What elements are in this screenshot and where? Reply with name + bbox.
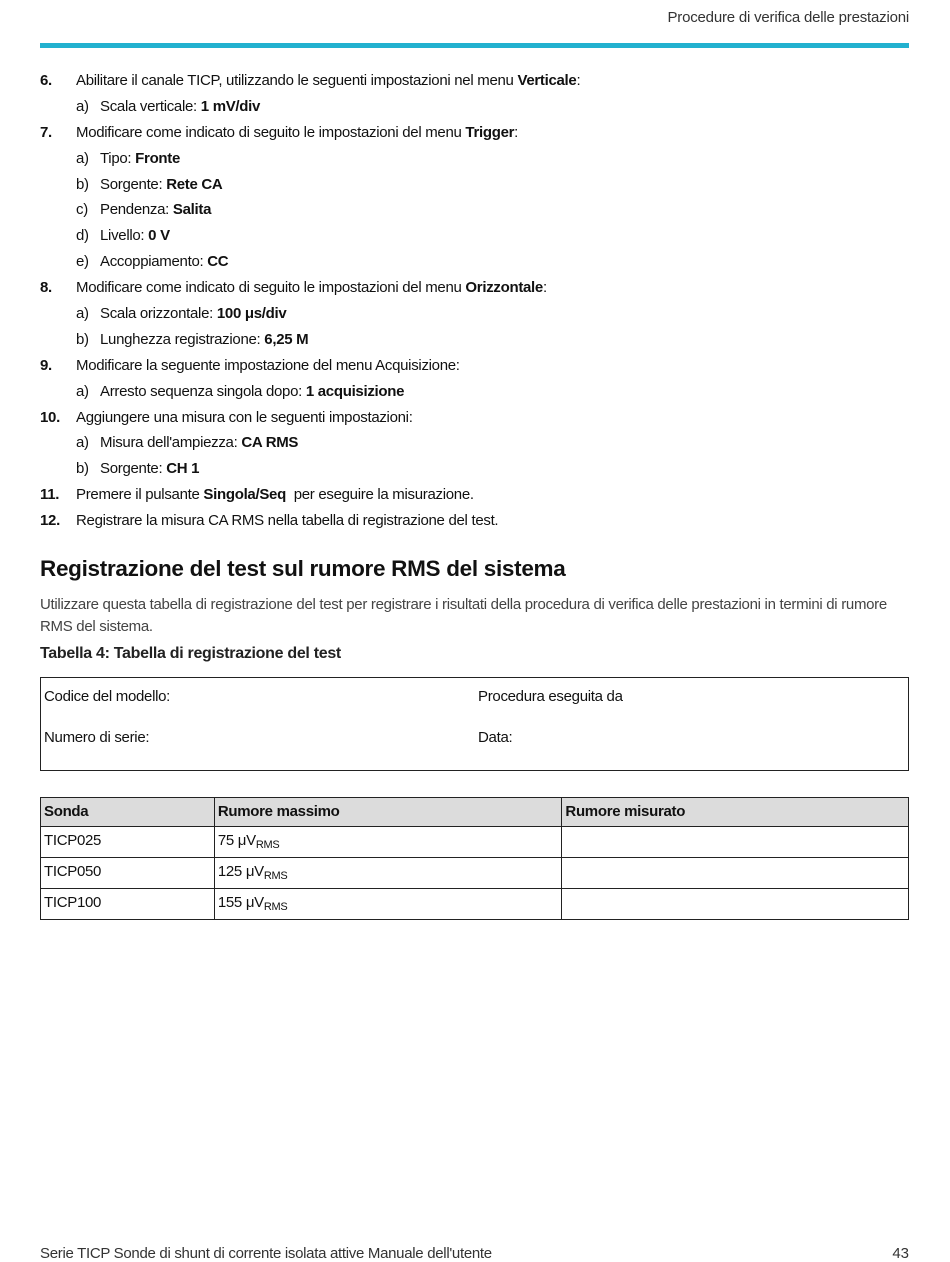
sub-step-letter: b): [76, 330, 89, 348]
probe-cell: TICP025: [41, 827, 215, 858]
sub-step-letter: c): [76, 201, 88, 219]
max-noise-cell: 75 $\mu V_{RMS}$: [214, 827, 562, 858]
performed-by-label: Procedura eseguita da: [478, 688, 623, 705]
measured-noise-cell: [562, 889, 909, 920]
probe-cell: TICP100: [41, 889, 215, 920]
model-code-label: Codice del modello:: [44, 688, 171, 705]
table-caption: Tabella 4: Tabella di registrazione del test: [40, 645, 341, 662]
serial-number-label: Numero di serie:: [44, 729, 150, 746]
table-header-row: [41, 798, 909, 827]
max-noise-cell: 125 $\mu V_{RMS}$: [214, 858, 562, 889]
sub-step-text: Scala orizzontale: 100 μs/div: [100, 305, 287, 323]
header-accent-rule: [40, 43, 909, 48]
probe-cell: TICP050: [41, 858, 215, 889]
table-row: [41, 827, 909, 858]
step-number: 6.: [40, 72, 52, 89]
footer-manual-title: Serie TICP Sonde di shunt di corrente isolata attive Manuale dell'utente: [40, 1245, 492, 1262]
sub-step-letter: b): [76, 460, 89, 478]
sub-step-letter: a): [76, 382, 89, 400]
sub-step-text: Scala verticale: 1 mV/div: [100, 97, 261, 115]
step-item: [40, 122, 909, 148]
step-item: [40, 70, 909, 96]
step-item: [40, 484, 909, 510]
sub-step-item: [40, 381, 909, 407]
sub-step-item: [40, 148, 909, 174]
measured-noise-cell: [562, 858, 909, 889]
step-text: Modificare come indicato di seguito le impostazioni del menu Trigger:: [76, 123, 519, 141]
sub-step-item: [40, 174, 909, 200]
step-number: 11.: [40, 486, 60, 504]
step-text: Modificare come indicato di seguito le impostazioni del menu Orizzontale:: [76, 279, 547, 297]
step-text: Abilitare il canale TICP, utilizzando le seguenti impostazioni nel menu Verticale:: [76, 72, 581, 89]
step-text: Aggiungere una misura con le seguenti impostazioni:: [76, 408, 413, 426]
sub-step-item: [40, 303, 909, 329]
sub-step-item: [40, 199, 909, 225]
running-header-title: Procedure di verifica delle prestazioni: [667, 9, 909, 26]
step-item: [40, 355, 909, 381]
sub-step-letter: e): [76, 253, 89, 271]
sub-step-letter: a): [76, 149, 89, 167]
step-number: 8.: [40, 279, 52, 297]
max-noise-cell: 155 $\mu V_{RMS}$: [214, 889, 562, 920]
footer-page-number: 43: [892, 1245, 909, 1262]
step-number: 9.: [40, 356, 52, 374]
sub-step-text: Sorgente: Rete CA: [100, 175, 223, 193]
step-text: Premere il pulsante Singola/Seq per eseguire la misurazione.: [76, 486, 474, 504]
step-text: Modificare la seguente impostazione del menu Acquisizione:: [76, 356, 460, 374]
sub-step-text: Livello: 0 V: [100, 227, 170, 245]
sub-step-item: [40, 432, 909, 458]
table-row: [41, 889, 909, 920]
date-label: Data:: [478, 729, 513, 746]
step-item: [40, 407, 909, 433]
sub-step-item: [40, 458, 909, 484]
sub-step-text: Misura dell'ampiezza: CA RMS: [100, 434, 299, 452]
section-heading: Registrazione del test sul rumore RMS del sistema: [40, 556, 566, 581]
sub-step-letter: a): [76, 434, 89, 452]
step-text: Registrare la misura CA RMS nella tabella di registrazione del test.: [76, 512, 499, 530]
procedure-steps: [40, 70, 909, 536]
sub-step-letter: d): [76, 227, 89, 245]
sub-step-letter: a): [76, 305, 89, 323]
step-item: [40, 277, 909, 303]
table-row: [41, 858, 909, 889]
section-intro-paragraph: Utilizzare questa tabella di registrazione del test per registrare i risultati della procedura di verifica delle prestazioni in termini di rumore RMS del sistema.: [40, 596, 887, 635]
sub-step-item: [40, 329, 909, 355]
noise-results-table: [40, 797, 909, 920]
step-number: 10.: [40, 408, 60, 426]
column-header-max-noise: Rumore massimo: [214, 798, 562, 827]
sub-step-item: [40, 225, 909, 251]
step-number: 12.: [40, 512, 60, 530]
sub-step-item: [40, 251, 909, 277]
sub-step-item: [40, 96, 909, 122]
step-item: [40, 510, 909, 536]
measured-noise-cell: [562, 827, 909, 858]
sub-step-letter: a): [76, 97, 89, 115]
sub-step-text: Accoppiamento: CC: [100, 253, 229, 271]
sub-step-text: Pendenza: Salita: [100, 201, 212, 219]
sub-step-letter: b): [76, 175, 89, 193]
column-header-probe: Sonda: [41, 798, 215, 827]
sub-step-text: Lunghezza registrazione: 6,25 M: [100, 330, 309, 348]
sub-step-text: Sorgente: CH 1: [100, 460, 200, 478]
step-number: 7.: [40, 123, 52, 141]
sub-step-text: Tipo: Fronte: [100, 149, 181, 167]
sub-step-text: Arresto sequenza singola dopo: 1 acquisizione: [100, 382, 405, 400]
column-header-measured-noise: Rumore misurato: [562, 798, 909, 827]
test-record-info-box: [40, 677, 909, 771]
